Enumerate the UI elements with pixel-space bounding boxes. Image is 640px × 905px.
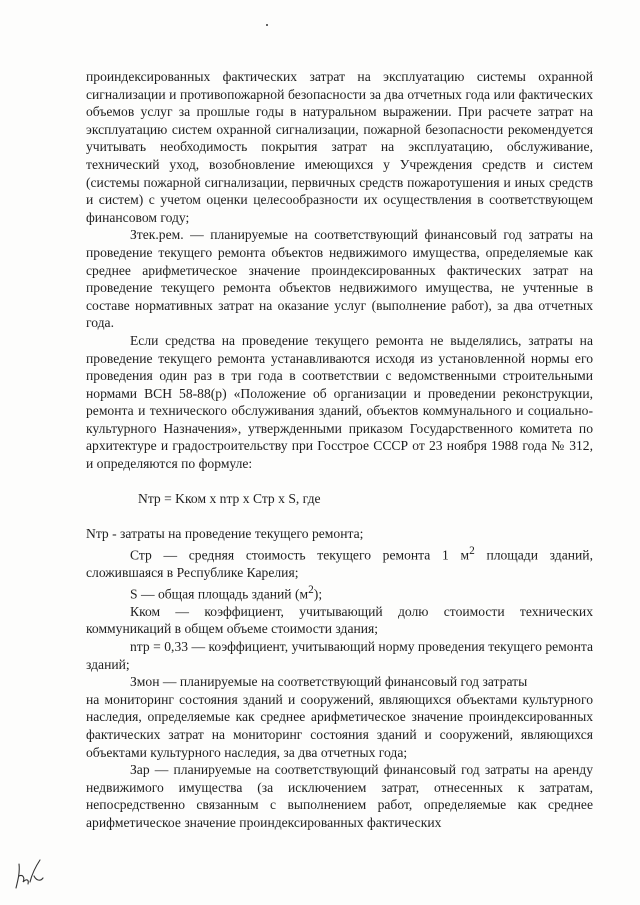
definition-str-post: площади зданий, сложившаяся в Республике Карелия; — [86, 547, 593, 581]
spacer — [86, 473, 593, 491]
definition-str — [86, 543, 593, 582]
document-body — [86, 68, 593, 832]
definition-ptr: nтр = 0,33 — коэффициент, учитывающий норму проведения текущего ремонта зданий; — [86, 639, 593, 672]
spacer — [86, 508, 593, 526]
signature-mark — [10, 852, 48, 892]
definition-zmon-intro: Змон — планируемые на соответствующий финансовый год затраты — [130, 674, 528, 690]
paragraph-security-costs: проиндексированных фактических затрат на эксплуатацию системы охранной сигнализации и противопожарной безопасности за два отчетных года или фактических объемов услуг за прошлые годы в натуральном выражении. При расчете затрат на эксплуатацию систем охранной сигнализации, пожарной безопасности рекомендуется учитывать необходимость покрытия затрат на эксплуатацию, обслуживание, технический уход, возобновление имеющихся у Учреждения средств и систем (системы пожарной сигнализации, первичных средств пожаротушения и иных средств и систем) с учетом оценки целесообразности их осуществления в соответствующем финансовом году; — [86, 69, 593, 225]
definition-s-sup: 2 — [308, 583, 314, 596]
definition-ntr-text: Nтр - затраты на проведение текущего ремонта; — [86, 526, 364, 542]
repair-formula: Nтр = Kком х nтр х Стр х S, где — [138, 491, 321, 507]
definition-ntr — [86, 525, 593, 543]
definition-s-pre: S — общая площадь зданий (м — [130, 586, 309, 602]
paragraph-current-repair: Зтек.рем. — планируемые на соответствующий финансовый год затраты на проведение текущего ремонта объектов недвижимого имущества, определяемые как среднее арифметическое значение проиндексированных фактических затрат на проведение текущего ремонта объектов недвижимого имущества, не учтенные в составе нормативных затрат на оказание услуг (выполнение работ), за два отчетных года. — [86, 227, 593, 331]
definition-kkom: Кком — коэффициент, учитывающий долю стоимости технических коммуникаций в общем объеме стоимости здания; — [86, 603, 593, 637]
definition-s-post: ); — [313, 586, 323, 602]
definition-zar: Зар — планируемые на соответствующий финансовый год затраты на аренду недвижимого имущества (за исключением затрат, отнесенных к затратам, непосредственно связанным с выполнением работ, определяемые как среднее арифметическое значение проиндексированных фактических — [86, 762, 593, 830]
definition-str-pre: Стр — средняя стоимость текущего ремонта 1 м — [130, 547, 470, 563]
paragraph-repair-norm: Если средства на проведение текущего ремонта не выделялись, затраты на проведение текущего ремонта устанавливаются исходя из установленной нормы его проведения один раз в три года в соответствии с ведомственными строительными нормами ВСН 58-88(р) «Положение об организации и проведении реконструкции, ремонта и технического обслуживания зданий, объектов коммунального и социально-культурного Назначения», утвержденными приказом Государственного комитета по архитектуре и градостроительству при Госстрое СССР от 23 ноября 1988 года № 312, и определяются по формуле: — [86, 332, 593, 472]
definition-str-sup: 2 — [469, 545, 475, 558]
definition-s — [86, 582, 593, 603]
definition-zmon-body: на мониторинг состояния зданий и сооружений, являющихся объектами культурного наследия, определяемые как среднее арифметическое значение проиндексированных фактических затрат на мониторинг состояния зданий и сооружений, являющихся объектами культурного наследия, за два отчетных года; — [86, 691, 593, 760]
scan-speck — [266, 24, 268, 26]
